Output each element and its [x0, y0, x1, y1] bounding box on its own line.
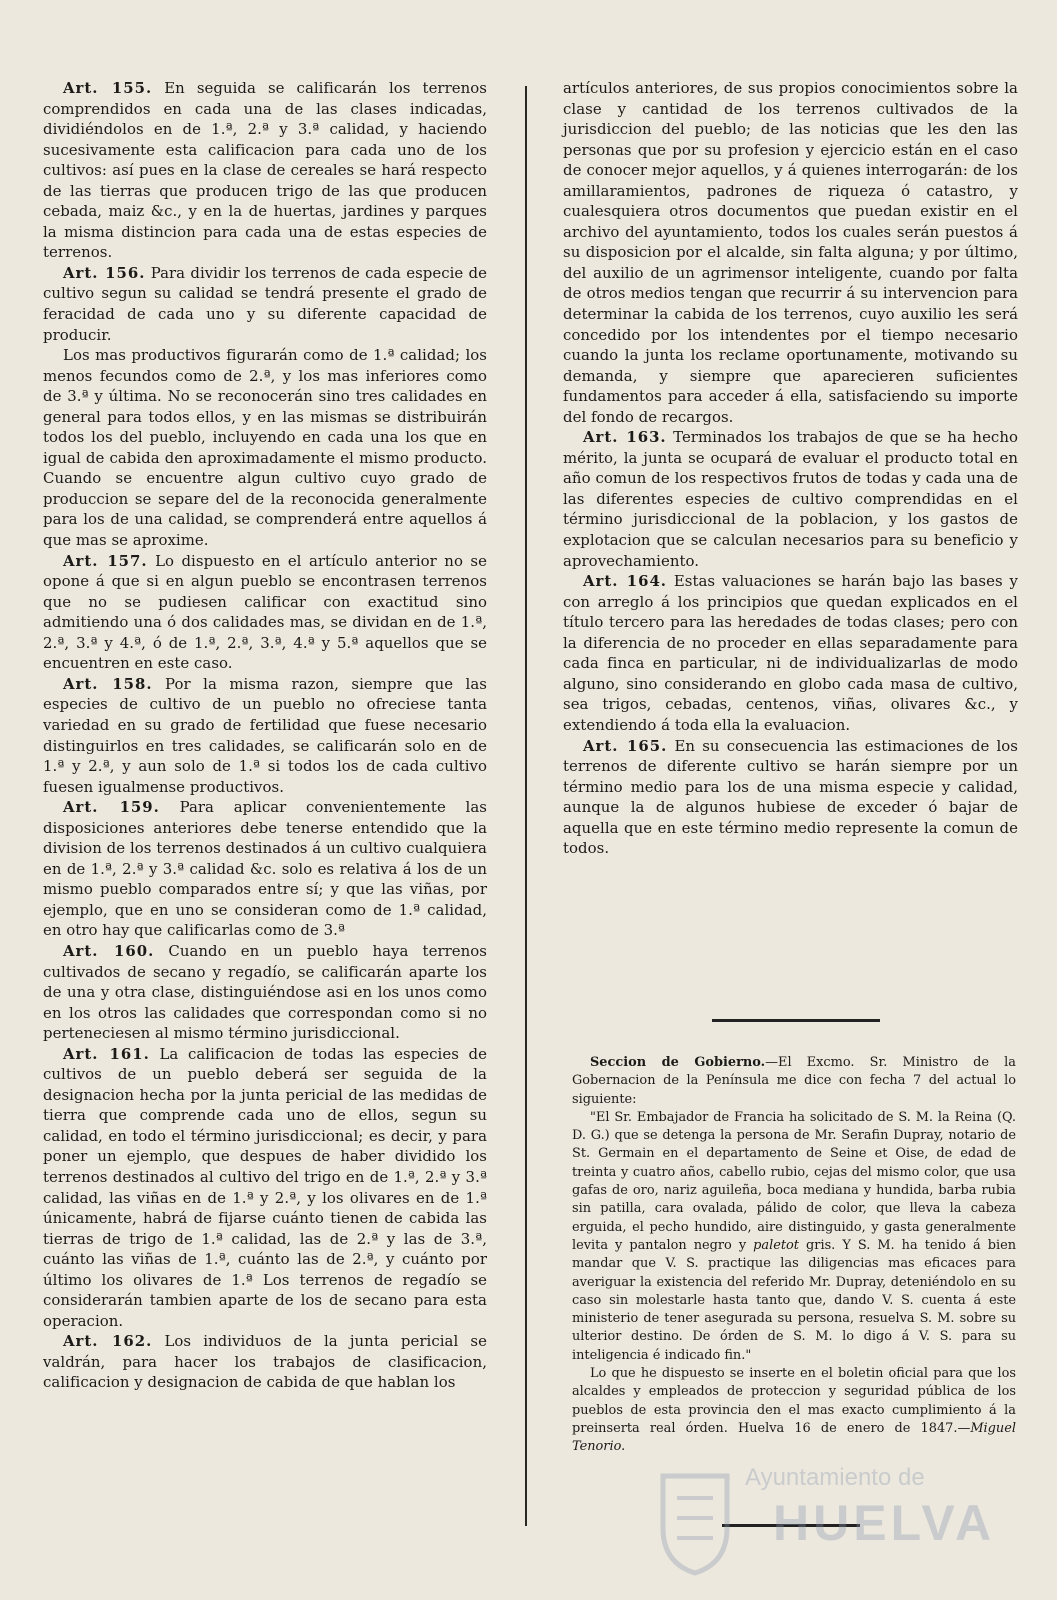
article-number: Art. 159.: [63, 798, 160, 817]
article-number: Art. 158.: [63, 674, 153, 693]
section-heading: Seccion de Gobierno.: [590, 1055, 766, 1070]
gobierno-quote: [572, 1109, 1016, 1365]
watermark-line-1: Ayuntamiento de: [745, 1464, 925, 1491]
article-number: Art. 165.: [583, 736, 668, 755]
article-text: Lo dispuesto en el artículo anterior no se opone á que si en algun pueblo se encontrasen terrenos que no se pudiesen calificar con exactitud sino admitiendo una ó dos calidades mas, se dividan en de 1.ª, 2.ª, 3.ª y 4.ª, ó de 1.ª, 2.ª, 3.ª, 4.ª y 5.ª aquellos que se encuentren en este caso.: [43, 551, 487, 673]
article-text: Cuando en un pueblo haya terrenos cultivados de secano y regadío, se calificarán aparte los de una y otra clase, distinguiéndose asi en los unos como en los otros las calidades que correspondan como si no perteneciesen al mismo término jurisdiccional.: [43, 941, 487, 1043]
article-text: Terminados los trabajos de que se ha hecho mérito, la junta se ocupará de evaluar el producto total en año comun de los respectivos frutos de todas y cada una de las diferentes especies de cultivo comprendidas en el término jurisdiccional de la poblacion, y los gastos de explotacion que se calculan necesarios para su beneficio y aprovechamiento.: [563, 428, 1018, 570]
article-164: [563, 571, 1018, 735]
article-number: Art. 162.: [63, 1332, 153, 1351]
gobierno-closing: [572, 1365, 1016, 1456]
article-number: Art. 164.: [583, 572, 667, 591]
closing-text: Lo que he dispuesto se inserte en el boletin oficial para que los alcaldes y empleados de proteccion y seguridad pública de los pueblos de esta provincia den el mas exacto cumplimiento á la preinserta real órden. Huelva 16 de enero de 1847.: [572, 1366, 1016, 1436]
quote-italic: paletot: [753, 1237, 799, 1253]
article-163: [563, 427, 1018, 571]
article-number: Art. 157.: [63, 551, 148, 570]
right-column: [563, 78, 1018, 859]
signature: —Miguel Tenorio.: [572, 1420, 1016, 1455]
quote-text-end: gris. Y S. M. ha tenido á bien mandar que V. S. practique las diligencias mas eficaces para averiguar la existencia del referido Mr. Dupray, deteniéndolo en su caso sin molestarle hasta tanto que, dando V. S. cuenta á este ministerio de tener asegurada su persona, resuelva S. M. sobre su ulterior destino. De órden de S. M. lo digo á V. S. para su inteligencia é indicado fin.": [572, 1237, 1017, 1363]
watermark-line-2: HUELVA: [773, 1495, 996, 1551]
article-text: Por la misma razon, siempre que las especies de cultivo de un pueblo no ofreciese tanta variedad en su grado de fertilidad que fuese necesario distinguirlos en tres calidades, se calificarán solo en de 1.ª y 2.ª, y aun solo de 1.ª si todos los de cada cultivo fuesen igualmense productivos.: [43, 674, 487, 796]
shield-icon: [655, 1468, 735, 1578]
article-161: [43, 1044, 487, 1332]
article-158: [43, 674, 487, 797]
article-text: La calificacion de todas las especies de cultivos de un pueblo deberá ser seguida de la designacion hecha por la junta pericial de las medidas de tierra que comprende cada uno de ellos, segun su calidad, en todo el término jurisdiccional; es decir, y para poner un ejemplo, que despues de haber dividido los terrenos destinados al cultivo del trigo en de 1.ª, 2.ª y 3.ª calidad, las viñas en de 1.ª y 2.ª, y los olivares en de 1.ª únicamente, habrá de fijarse cuánto tienen de cabida las tierras de trigo de 1.ª calidad, las de 2.ª y las de 3.ª, cuánto las viñas de 1.ª, cuánto las de 2.ª, y cuánto por último los olivares de 1.ª Los terrenos de regadío se considerarán tambien aparte de los de secano para esta operacion.: [43, 1044, 487, 1330]
article-155: [43, 78, 487, 263]
gobierno-notice: [572, 1054, 1016, 1457]
article-number: Art. 160.: [63, 941, 155, 960]
article-text: En su consecuencia las estimaciones de los terrenos de diferente cultivo se harán siempre por un término medio para los de una misma especie y calidad, aunque la de algunos hubiese de exceder ó bajar de aquella que en este término medio represente la comun de todos.: [563, 736, 1018, 858]
archive-watermark: [655, 1458, 996, 1588]
quote-text: "El Sr. Embajador de Francia ha solicitado de S. M. la Reina (Q. D. G.) que se detenga la persona de Mr. Serafin Dupray, notario de St. Germain en el departamento de Seine et Oise, de edad de treinta y cuatro años, cabello rubio, cejas del mismo color, que usa gafas de oro, nariz aguileña, boca mediana y hundida, barba rubia sin patilla, cara ovalada, pálido de color, que lleva la cabeza erguida, el pecho hundido, aire distinguido, y gasta generalmente levita y pantalon negro y: [572, 1109, 1016, 1253]
article-number: Art. 163.: [583, 428, 667, 447]
article-text: Estas valuaciones se harán bajo las bases y con arreglo á los principios que quedan explicados en el título tercero para las heredades de todas clases; pero con la diferencia de no proceder en ellas separadamente para cada finca en particular, ni de individualizarlas de modo alguno, sino considerando en globo cada masa de cultivo, sea trigos, cebadas, centenos, viñas, olivares &c., y extendiendo á toda ella la evaluacion.: [563, 572, 1018, 734]
gobierno-intro: [572, 1054, 1016, 1109]
article-text: En seguida se calificarán los terrenos comprendidos en cada una de las clases indicadas, dividiéndolos en de 1.ª, 2.ª y 3.ª calidad, y haciendo sucesivamente esta calificacion para cada uno de los cultivos: así pues en la clase de cereales se hará respecto de las tierras que producen trigo de las que producen cebada, maiz &c., y en la de huertas, jardines y parques la misma distincion para cada una de estas especies de terrenos.: [43, 79, 487, 262]
left-column: [43, 78, 487, 1393]
article-157: [43, 551, 487, 674]
article-165: [563, 736, 1018, 859]
article-162: [43, 1331, 487, 1393]
article-156: [43, 263, 487, 345]
article-number: Art. 161.: [63, 1044, 150, 1063]
article-text: Para dividir los terrenos de cada especie de cultivo segun su calidad se tendrá presente el grado de feracidad de cada uno y su diferente capacidad de producir.: [43, 263, 487, 344]
article-text: Para aplicar convenientemente las disposiciones anteriores debe tenerse entendido que la division de los terrenos destinados á un cultivo cualquiera en de 1.ª, 2.ª y 3.ª calidad &c. solo es relativa á los de un mismo pueblo comparados entre sí; y que las viñas, por ejemplo, que en uno se consideran como de 1.ª calidad, en otro hay que calificarlas como de 3.ª: [43, 798, 487, 940]
article-number: Art. 155.: [63, 79, 153, 97]
intro-text: —El Excmo. Sr. Ministro de la Gobernacion de la Península me dice con fecha 7 del actual lo siguiente:: [572, 1055, 1016, 1107]
article-text: Los individuos de la junta pericial se valdrán, para hacer los trabajos de clasificacion, calificacion y designacion de cabida de que hablan los: [43, 1332, 487, 1392]
article-156-paragraph-2: Los mas productivos figurarán como de 1.ª calidad; los menos fecundos como de 2.ª, y los mas inferiores como de 3.ª y última. No se reconocerán sino tres calidades en general para todos ellos, y en las mismas se distribuirán todos los del pueblo, incluyendo en cada una los que en igual de cabida den aproximadamente el mismo producto. Cuando se encuentre algun cultivo cuyo grado de produccion se separe del de la reconocida generalmente para los de una calidad, se comprenderá entre aquellos á que mas se aproxime.: [43, 346, 487, 550]
column-divider: [525, 86, 527, 1526]
article-162-continuation: artículos anteriores, de sus propios conocimientos sobre la clase y cantidad de los terrenos cultivados de la jurisdiccion del pueblo; de las noticias que les den las personas que por su profesion y ejercicio están en el caso de conocer mejor aquellos, y á quienes interrogarán: de los amillaramientos, padrones de riqueza ó catastro, y cualesquiera otros documentos que puedan existir en el archivo del ayuntamiento, todos los cuales serán puestos á su disposicion por el alcalde, sin falta alguna; y por último, del auxilio de un agrimensor inteligente, cuando por falta de otros medios tengan que recurrir á su intervencion para determinar la cabida de los terrenos, cuyo auxilio les será concedido por los intendentes por el tiempo necesario cuando la junta los reclame oportunamente, motivando su demanda, y siempre que aparecieren suficientes fundamentos para acceder á ella, satisfaciendo su importe del fondo de recargos.: [563, 79, 1018, 426]
article-159: [43, 797, 487, 941]
section-separator: [712, 1019, 880, 1022]
article-160: [43, 941, 487, 1044]
article-number: Art. 156.: [63, 263, 146, 282]
